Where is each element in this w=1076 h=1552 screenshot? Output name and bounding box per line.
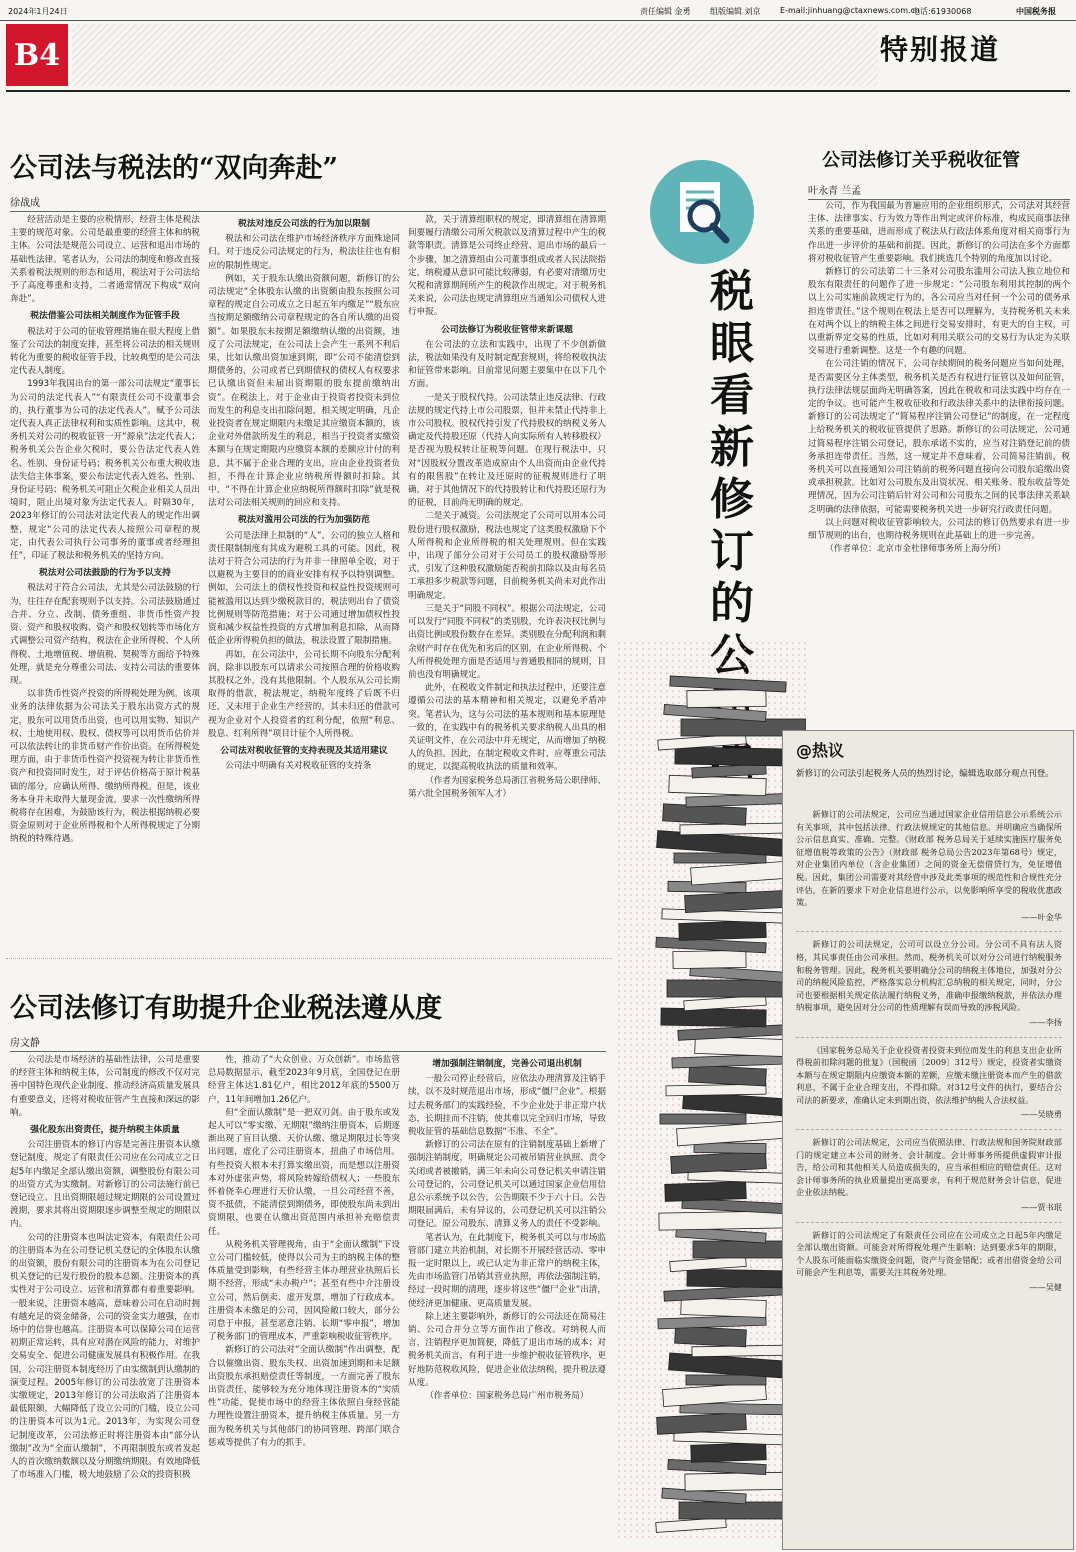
subheading: 税法借鉴公司法相关制度作为征管手段 [30, 311, 180, 322]
magnifier-icon [650, 160, 754, 264]
book-shape [692, 1345, 786, 1357]
article-2-column-2 [208, 1054, 400, 1546]
hot-quote-text: 新修订的公司法规定了有限责任公司应在公司成立之日起5年内缴足全部认缴出资额。可能会对所得税处理产生影响：达到要求5年的期限，个人股东可能面临实缴资金问题，资产与资金错配；或者出借资金给公司可能会产生利息等，需要关注其税务处理。 [796, 1229, 1062, 1278]
paragraph: 再如，在公司法中，公司长期不向股东分配利润，除非以股东可以请求公司按照合理的价格收购其股权之外，没有其他限制。个人股东从公司长期取得的借款，税法规定，纳税年度终了后既不归还，又未用于企业生产经营的，其未归还的借款可视为企业对个人投资者的红利分配，依照“利息、股息、红利所得”项目计征个人所得税。 [208, 649, 400, 739]
subheading: 公司法修订为税收征管带来新课题 [441, 324, 573, 335]
book-shape [665, 1182, 747, 1202]
hot-quote-author: ——吴健 [1029, 1282, 1062, 1292]
paragraph: 公司法是市场经济的基础性法律，公司是重要的经营主体和纳税主体，公司制度的修改不仅对完善中国特色现代企业制度、推动经济高质量发展具有重要意义，还将对税收征管产生直接和深远的影响。 [10, 1055, 200, 1118]
paragraph: （作者单位：北京市金杜律师事务所上海分所） [825, 544, 1006, 555]
hot-quote-item [796, 1129, 1062, 1214]
hot-discussion-heading: @热议 [796, 741, 845, 760]
book-shape [675, 1326, 747, 1347]
book-shape [679, 1502, 786, 1519]
paragraph: 此外，在税收文件制定和执法过程中，还要注意遵循公司法的基本精神和相关规定，以避免矛盾冲突。笔者认为，这与公司法的基本规则和基本原理是一致的，在实践中有的税务机关要求纳税人出具的相关证明文件，在公司法中并无规定，从而增加了纳税人的负担。因此，在制定税收文件时，应尊重公司法的规定，以提高税收执法的质量和效率。 [408, 683, 606, 773]
book-shape [689, 1065, 767, 1086]
article-3-title: 公司法修订关乎税收征管 [822, 150, 1020, 171]
article-2-title: 公司法修订有助提升企业税法遵从度 [10, 993, 442, 1024]
subheading: 税法对滥用公司法的行为加强防范 [238, 515, 370, 526]
paragraph: 款，关于清算组职权的规定，即清算组在清算期间要履行清缴公司所欠税款以及清算过程中产生的税款等职责。清算是公司终止经营、退出市场的最后一个步骤，加之清算组由公司董事组成或者人民法院指定，纳税遵从意识可能比较薄弱，有必要对清缴历史欠税和清算期间所产生的税款作出规定。对于税务机关来说，公司法也规定清算组应当通知公司债权人进行申报。 [408, 215, 606, 318]
article-1-column-2 [208, 214, 400, 940]
book-shape [695, 1036, 787, 1056]
book-shape [673, 950, 746, 968]
hot-quote-item [796, 931, 1062, 1028]
paragraph: 公司注册资本的修订内容是完善注册资本认缴登记制度，规定了有限责任公司应在公司成立之日起5年内缴足全部认缴出资额，调整股份有限公司的出资方式为实缴制。对新修订的公司法施行前已登记设立、且出资期限超过规定期限的公司设置过渡期，要求其将出资期限逐步调整至规定的期限以内。 [10, 1140, 200, 1230]
paragraph: 新修订的公司法在原有的注销制度基础上新增了强制注销制度，明确规定公司被吊销营业执照、责令关闭或者被撤销，满三年未向公司登记机关申请注销公司登记的，公司登记机关可以通过国家企业信用信息公示系统予以公告，公告期限不少于六十日。公告期限届满后，未有异议的，公司登记机关可以注销公司登记。原公司股东、清算义务人的责任不受影响。 [408, 1140, 606, 1230]
paragraph: 一般公司停止经营后，应依法办理清算及注销手续，以不及时规范退出市场，形成“僵尸企业”。根据过去税务部门的实践经验，不少企业处于非正常户状态，长期挂而不注销，使其难以完全回归市场，导致税收征管的基础信息数据“不准、不全”。 [408, 1074, 606, 1138]
paragraph: 在公司法的立法和实践中，出现了不少创新做法，税法如果没有及时制定配套规则，将给税收执法和征管带来影响。目前常见问题主要集中在以下几个方面。 [408, 339, 606, 390]
book-shape [687, 689, 766, 707]
book-stack-illustration [616, 640, 806, 1540]
paragraph: 公司是法律上拟制的“人”，公司的独立人格和责任限制制度有其成为避税工具的可能。因此，税法对于符合公司法的行为并非一律照单全收，对于以避税为主要目的的商业安排有权予以特别调整。例如，公司法上的债权性投资和权益性投资规则可能被滥用以达到少缴税款目的，税法则出台了债资比例规则等防范措施；对于公司通过增加债权性投资和减少权益性投资的方式增加利息扣除，从而降低企业所得税负担的做法，税法设置了限制措施。 [208, 530, 400, 647]
vertical-title-char: 修 [710, 474, 754, 525]
article-2-author: 房文静 [10, 1034, 606, 1052]
layout-credit: 组版编辑 刘京 [710, 7, 761, 16]
paragraph: 除上述主要影响外，新修订的公司法还在简易注销、公司合并分立等方面作出了修改。对纳税人而言，注销程序更加简便，降低了退出市场的成本；对税务机关而言，有利于进一步维护税收征管秩序，更好地防范税收风险，促进企业依法纳税，提升税法遵从度。 [408, 1311, 606, 1388]
book-shape [660, 1114, 746, 1124]
hot-quote-item [796, 1222, 1062, 1294]
subheading: 强化股东出资责任，提升纳税主体质量 [30, 1125, 180, 1136]
paragraph: 公司，作为我国最为普遍应用的企业组织形式，公司法对其经营主体、法律事实、行为效力等作出判定或评价标准，构成民商事法律关系的重要基础，进而形成了税法从行政法体系角度对相关商事行为作出进一步评价的基础和前提。因此，新修订的公司法在多个方面都将对税收征管产生重要影响。我们挑选几个特别的角度加以讨论。 [808, 201, 1070, 264]
book-shape [691, 1443, 767, 1463]
paragraph: 经营活动是主要的应税情形，经营主体是税法主要的规范对象。公司是最重要的经营主体和纳税主体。公司法是规范公司设立、运营和退出市场的基础性法律。笔者认为，公司法的制度和修改直接关系着税法规则的形态和适用，税法对于公司法给予了高度尊重和支持，二者通常情况下构成“双向奔赴”。 [10, 215, 200, 305]
book-shape [667, 980, 786, 997]
newspaper-name: 中国税务报 [1016, 7, 1056, 16]
page-header-strip [0, 0, 1076, 21]
hot-quote-text: 新修订的公司法规定，公司应当依照法律、行政法规和国务院财政部门的规定建立本公司的财务、会计制度。会计师事务所提供虚假审计报告，给公司和其他相关人员造成损失的，应当承担相应的赔偿责任。这对会计师事务所的执业质量提出更高要求，有利于规范财务会计信息，促进企业依法纳税。 [796, 1137, 1062, 1198]
hot-quote-text: 《国家税务总局关于企业投资者投资未到位而发生的利息支出企业所得税前扣除问题的批复》（国税函〔2009〕312号）规定，投资者实缴资本额与在规定期限内应缴资本额的差额，应缴未缴注册资本而产生的借款利息，不属于企业合理支出，不得扣除。对312号文件的执行，要结合公司法的新要求，准确认定未到期出资，依法维护纳税人合法权益。 [796, 1044, 1062, 1105]
book-shape [666, 1084, 766, 1096]
paragraph: 税法和公司法在维护市场经济秩序方面殊途同归。对于违反公司法规定的行为，税法往往也有相应的限制性规定。 [208, 234, 400, 271]
paragraph: 以非货币性资产投资的所得税处理为例。该项业务的法律依据为公司法关于股东出资方式的规定，股东可以用货币出资，也可以用实物、知识产权、土地使用权、股权、债权等可以用货币估价并可以依法转让的非货币财产作价出资。在所得税处理方面，由于非货币性资产投资视为转让非货币性资产和投资同时发生，对于评估价格高于原计税基础的部分，应确认所得、缴纳所得税。但是，该业务本身并未取得大量现金流，要求一次性缴纳所得税将存在困难，为鼓励该行为，税法根据纳税必要资金原则对于企业所得税和个人所得税规定了分期纳税的特殊待遇。 [10, 689, 200, 845]
paragraph: 公司法中明确有关对税收征管的支持条 [225, 761, 372, 772]
header-rule [6, 90, 1070, 92]
paragraph: 笔者认为，在此制度下，税务机关可以与市场监管部门建立共治机制，对长期不开展经营活动、零申报一定时限以上，或已认定为非正常户的纳税主体，先由市场监管门吊销其营业执照，再依法强制注销，经过一段时期的清理，逐步将这些“僵尸企业”出清，使经济更加健康、更高质量发展。 [408, 1232, 606, 1309]
article-2-column-1 [10, 1054, 200, 1546]
hot-discussion-quotes [796, 808, 1062, 1543]
article-2-column-3 [408, 1054, 606, 1546]
book-shape [661, 1008, 766, 1027]
book-shape [687, 1269, 786, 1288]
hot-quote-item [796, 808, 1062, 923]
book-shape [679, 920, 767, 940]
paragraph: 一是关于股权代持。公司法禁止违反法律、行政法规的规定代持上市公司股票，但并未禁止代持非上市公司股权。股权代持引发了代持股权的纳税义务人确定及代持股还原（代持人向实际所有人转移股权）是否视为股权转让征税等问题。在现行税法中，只对“因股权分置改革造成原由个人出资而由企业代持有的限售股”在转让及还原时的征税规则进行了明确，对于其他情况下的代持股转让和代持股还原行为的征税，目前尚无明确的规定。 [408, 392, 606, 509]
article-3-body [808, 200, 1070, 700]
hot-quote-text: 新修订的公司法规定，公司可以设立分公司。分公司不具有法人资格，其民事责任由公司承担。然而，税务机关可以对分公司进行纳税服务和税务管理。因此，税务机关要明确分公司的纳税主体地位，加强对分公司的纳税风险监控，严格落实总分机构汇总纳税的相关规定，同时，分公司也要根据相关规定依法履行纳税义务，准确申报缴纳税款，并依法办理纳税事项，避免因对分公司的性质理解有误而导致的涉税风险。 [796, 939, 1062, 1013]
hot-quote-author: ——李扬 [1029, 1016, 1062, 1027]
subheading: 税法对公司法鼓励的行为予以支持 [39, 568, 171, 579]
article-1-author: 徐战成 [10, 194, 606, 212]
vertical-title-char: 新 [710, 422, 754, 473]
subheading: 公司法对税收征管的支持表现及其适用建议 [220, 745, 388, 756]
paragraph: （作者单位：国家税务总局广州市税务局） [425, 1391, 589, 1402]
paragraph: 以上问题对税收征管影响较大，公司法的修订仍然要求有进一步细节规则的出台，也期待税务规则在此基础上的进一步完善。 [808, 517, 1070, 542]
phone-contact: 电话:61930068 [912, 7, 972, 16]
subheading: 增加强制注销制度，完善公司退出机制 [432, 1059, 582, 1069]
paragraph: 税法对于符合公司法，尤其是公司法鼓励的行为，往往存在配套规则予以支持。公司法鼓励通过合并、分立、改制、债务重组、非货币性资产投资、资产和股权收购、资产和股权划转等市场化方式调整公司资产结构，税法在企业所得税、个人所得税、土地增值税、增值税、契税等方面给予特殊处理，就是充分尊重公司法、支持公司法的重要体现。 [10, 583, 200, 686]
vertical-title-char: 税 [710, 266, 754, 317]
paragraph: （作者为国家税务总局浙江省税务局公职律师、第六批全国税务领军人才） [408, 775, 606, 799]
page-number-badge: B4 [6, 24, 68, 86]
book-shape [659, 1211, 786, 1230]
book-shape [669, 775, 767, 795]
article-1-title: 公司法与税法的“双向奔赴” [10, 153, 339, 184]
vertical-title-char: 眼 [710, 318, 754, 369]
paragraph: 1993年我国出台的第一部公司法规定“董事长为公司的法定代表人”“有限责任公司不设董事会的，执行董事为公司的法定代表人”。赋予公司法定代表人真正法律权利和实质性影响。这其中，税务机关对公司的税收征管一开“源泉”法定代表人；税务机关公告企业欠税时，要公告法定代表人姓名、性别、身份证号码；税务机关公布重大税收违法失信主体事案，要公布法定代表人姓名、性别、身份证号码；税务机关可阻止欠税企业相关人员出境时，阻止出境对象为法定代表人。时隔30年，2023年修订的公司法对法定代表人的规定作出调整，规定“公司的法定代表人按照公司章程的规定，由代表公司执行公司事务的董事或者经理担任”，印证了税法和税务机关的坚持方向。 [10, 379, 200, 562]
vertical-title-char: 看 [710, 370, 754, 421]
paragraph: 新修订的公司法第二十三条对公司股东滥用公司法人独立地位和股东有限责任的问题作了进一步规定：“公司股东利用其控制的两个以上公司实施前款规定行为的，各公司应当对任何一个公司的债务承担连带责任。”这个规则在税法上是否可以理解为，支持税务机关未来在对两个以上的纳税主体之间进行交易安排时，有更大的自主权，可以重新界定交易的性质，比如对利用关联公司的交易行为认定为关联交易进行重新调整。这是一个有趣的问题。 [808, 267, 1070, 357]
editor-credit: 责任编辑 金勇 [640, 7, 691, 16]
book-shape [675, 747, 786, 766]
section-title: 特别报道 [880, 33, 1001, 66]
header-decoration [72, 24, 878, 86]
subheading: 税法对违反公司法的行为加以限制 [238, 219, 370, 229]
paragraph: 但“全面认缴制”是一把双刃剑。由于股东或发起人可以“零实缴、无期限”缴纳注册资本，后期逐渐出现了盲目认缴、天价认缴、缴足期限过长等突出问题，虚化了公司注册资本，扭曲了市场信用。有些投资人根本未打算实缴出资，而是想以注册资本对外虚张声势，将风险转嫁给债权人；一些股东怀着侥幸心理进行天价认缴，一旦公司经营不善，资不抵债，不能清偿到期债务，即使股东尚未到出资期限，也要在认缴出资范围内承担补充赔偿责任。 [208, 1107, 400, 1237]
hot-quote-item [796, 1037, 1062, 1122]
paragraph: 公司的注册资本也叫法定资本，有限责任公司的注册资本为在公司登记机关登记的全体股东认缴的出资额，股份有限公司的注册资本为在公司登记机关登记的已发行股份的股本总额。注册资本的真实性对于公司设立、运营和清算都有着重要影响。一般来说，注册资本越高，意味着公司在启动时拥有越充足的资金储备，公司的资金实力越强，在市场中的信誉也越高。注册资本可以保障公司在运营初期正常运转，具有应对潜在风险的能力，对维护交易安全、促进公司健康发展具有积极作用。在我国，公司注册资本制度经历了由实缴制到认缴制的演变过程。2005年修订的公司法放宽了注册资本实缴规定，2013年修订的公司法取消了注册资本最低限额，大幅降低了设立公司的门槛，设立公司的注册资本可以为1元。2013年，为实现公司登记制度改革，公司法修正时将注册资本由“部分认缴制”改为“全面认缴制”，不再限制股东或者发起人的首次缴纳数额以及分期缴纳期限。有效地降低了市场准入门槛，极大地鼓励了公众的投资积极 [10, 1232, 200, 1481]
book-shape [686, 1375, 766, 1385]
paragraph: 二是关于减资。公司法规定了公司可以用本公司股份进行股权激励，税法也规定了这类股权激励下个人所得税和企业所得税的相关处理规则。但在实践中，出现了部分公司对于公司员工的股权激励等形式，引发了这种股权激励能否税前扣除以及由每名员工承担多少税款等问题，目前税务机关尚未对此作出明确规定。 [408, 511, 606, 601]
hot-quote-author: ——吴晓勇 [1021, 1109, 1062, 1120]
paragraph: 例如，关于股东认缴出资额问题，新修订的公司法规定“全体股东认缴的出资额由股东按照公司章程的规定自公司成立之日起五年内缴足”“股东应当按期足额缴纳公司章程规定的各自所认缴的出资额”。如果股东未按期足额缴纳认缴的出资额，违反了公司法规定，在公司法上会产生一系列不利后果，比如认缴出资加速到期，即“公司不能清偿到期债务的，公司或者已到期债权的债权人有权要求已认缴出资但未届出资期限的股东提前缴纳出资”。在税法上，对于企业由于投资者投资未到位而发生的利息支出扣除问题，相关规定明确，凡企业投资者在规定期限内未缴足其应缴资本额的，该企业对外借款所发生的利息，相当于投资者实缴资本额与在规定期限内应缴资本额的差额应计付的利息，其不属于企业合理的支出，应由企业投资者负担，不得在计算企业应纳税所得额时扣除。其中，“不得在计算企业应纳税所得额时扣除”就是税法对公司法相关规则的回应和支持。 [208, 273, 400, 509]
paragraph: 在公司注销的情况下，公司存续期间的税务问题应当如何处理，是否需要区分主体类型，税务机关是否有权进行征管以及如何征管，执行法律法规层面尚无明确答案，因此在税收和司法实践中均存在一定的争议。也可能产生税收征收和行政法律关系中的法律衔接问题。新修订的公司法规定了“简易程序注销公司登记”的制度，在一定程度上给税务机关的税收征管提供了思路。新修订的公司法规定，公司通过简易程序注销公司登记，股东承诺不实的，应当对注销登记前的债务承担连带责任。当然，这一规定并不意味着，公司简易注销前，税务机关可以直接通知公司注销前的税务问题直接向公司股东追缴出资或承担税款。比如对公司股东及出资状况、相关账务、股东收益等处理情况，因为公司注销后针对公司和公司股东之间的民事法律关系缺乏明确的法律依据，可能需要税务机关进一步研究行政责任问题。 [808, 359, 1070, 515]
email-contact: E-mail:jinhuang@ctaxnews.com.cn [780, 6, 920, 15]
issue-date: 2024年1月24日 [8, 7, 68, 16]
hot-quote-text: 新修订的公司法规定，公司应当通过国家企业信用信息公示系统公示有关事项，其中包括法律、行政法规规定的其他信息。并明确应当确保所公示信息真实、准确、完整。《财政部 税务总局关于延续实施医疗服务免征增值税等政策的公告》（财政部 税务总局公告2023年第68号）规定，对企业集团内单位（含企业集团）之间的资金无偿借贷行为，免征增值税。因此，集团公司需要对其经营中涉及此类事项的规范性和合规性充分评估，在新的要求下对企业信息进行公示，以免影响所享受的税收优惠政策。 [796, 809, 1062, 908]
paragraph: 新修订的公司法对“全面认缴制”作出调整，配合以催缴出资、股东失权、出资加速到期和未足额出资股东承担赔偿责任等制度，一方面完善了股东出资责任，能够较为充分地体现注册资本的“实质性”功能，促使市场中的经营主体依照自身经营能力理性设置注册资本，提升纳税主体质量。另一方面为税务机关与其他部门的协同管理、跨部门联合惩戒等提供了有力的抓手。 [208, 1345, 400, 1448]
book-shape [681, 1298, 767, 1318]
vertical-title-char: 订 [710, 526, 754, 577]
article-1-column-1 [10, 214, 200, 940]
hot-quote-author: ——叶金华 [1021, 911, 1062, 922]
paragraph: 三是关于“同股不同权”。根据公司法规定，公司可以发行“同股不同权”的类别股，允许表决权比例与出资比例或股份数存在差异。类别股在分配利润和剩余财产时存在优先和劣后的区别，在企业所得税、个人所得税处理方面是否适用与普通股相同的规则，目前也没有明确规定。 [408, 603, 606, 680]
article-3-author: 叶永青 兰孟 [808, 182, 1070, 200]
paragraph: 税法对于公司的征收管理措施在很大程度上借鉴了公司法的制度安排，甚至将公司法的相关规则转化为重要的税收征管手段，比较典型的是公司法定代表人制度。 [10, 326, 200, 377]
article-1-column-3 [408, 214, 606, 940]
paragraph: 性，推动了“大众创业、万众创新”。市场监管总局数据显示，截至2023年9月底，全国登记在册经营主体达1.81亿户，相比2012年底的5500万户，11年间增加1.26亿户。 [208, 1055, 400, 1105]
hot-quote-author: ——贾书珉 [1021, 1202, 1062, 1213]
article-separator [6, 958, 612, 959]
paragraph: 从税务机关管理视角，由于“全面认缴制”下设立公司门槛较低，使得以公司为主的纳税主体的整体质量受到影响，有些经营主体办理营业执照后长期不经营，形成“未办税户”；甚至有些中介注册设立公司，然后倒卖、虚开发票，增加了行政成本。注册资本未缴足的公司，因风险敞口较大，部分公司怠于申报，甚至恶意注销、长期“零申报”，增加了税务部门的管理成本，严重影响税收征管秩序。 [208, 1239, 400, 1343]
vertical-title-char: 的 [710, 578, 754, 629]
hot-discussion-intro: 新修订的公司法引起税务人员的热烈讨论，编辑选取部分观点刊登。 [796, 769, 1054, 779]
